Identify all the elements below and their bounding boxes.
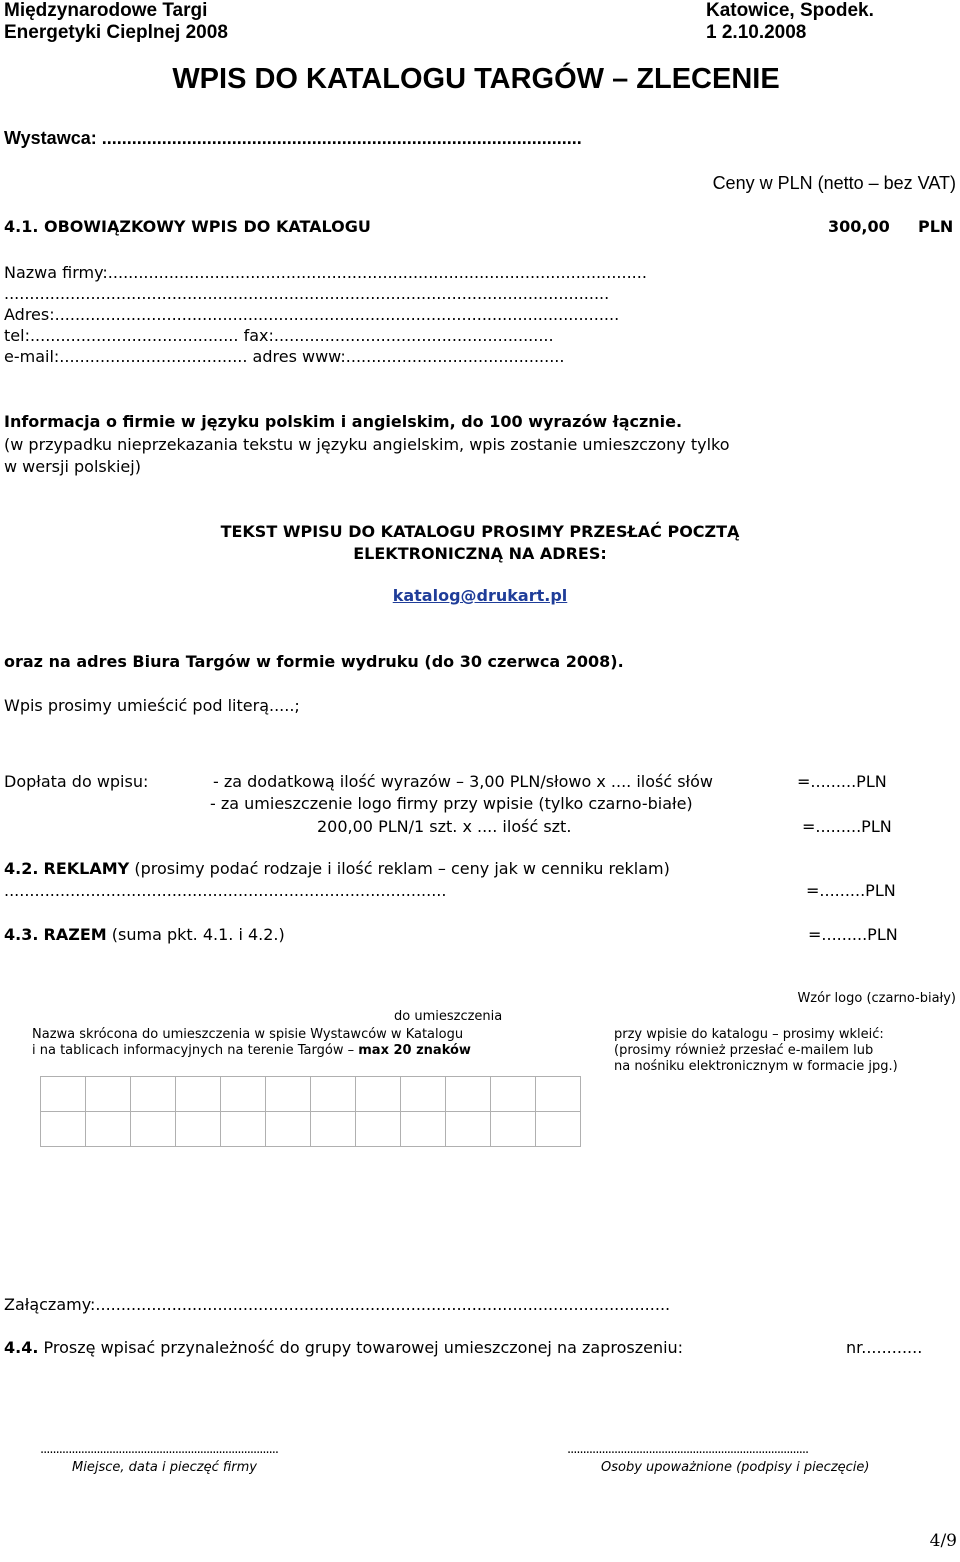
surcharge-logo: - za umieszczenie logo firmy przy wpisie (tylko czarno-białe) [210, 794, 693, 813]
page-number: 4/9 [929, 1531, 957, 1551]
info-heading: Informacja o firmie w języku polskim i angielskim, do 100 wyrazów łącznie. [4, 412, 683, 431]
char-cell[interactable] [221, 1077, 266, 1112]
section-4-2-result[interactable]: =.........PLN [806, 881, 896, 900]
char-cell[interactable] [446, 1112, 491, 1147]
char-cell[interactable] [311, 1077, 356, 1112]
section-4-3-title: RAZEM [43, 925, 107, 944]
char-cell[interactable] [221, 1112, 266, 1147]
group-number-field[interactable]: nr............ [846, 1338, 923, 1357]
section-4-2-dots[interactable]: ....................................................................................... [4, 881, 447, 900]
section-4-4-number: 4.4. [4, 1338, 39, 1357]
section-4-4 [4, 1338, 683, 1357]
surcharge-logo-result[interactable]: =.........PLN [802, 817, 892, 836]
header-date: 1 2.10.2008 [706, 22, 807, 43]
company-name-field-cont[interactable]: ....................................................................................................................... [4, 284, 610, 303]
header-fair-name-line2: Energetyki Cieplnej 2008 [4, 22, 228, 43]
phone-fax-field[interactable]: tel:......................................... fax:....................................................... [4, 326, 554, 345]
logo-pattern-title: Wzór logo (czarno-biały) [797, 991, 956, 1006]
section-4-2-note: (prosimy podać rodzaje i ilość reklam – ceny jak w cenniku reklam) [134, 859, 670, 878]
catalog-email-wrap [0, 586, 960, 605]
logo-pattern-instructions [614, 1027, 898, 1075]
page-title: WPIS DO KATALOGU TARGÓW – ZLECENIE [172, 63, 780, 95]
surcharge-extra-words-result[interactable]: =.........PLN [797, 772, 887, 791]
section-4-2-number: 4.2. [4, 859, 39, 878]
surcharge-extra-words: - za dodatkową ilość wyrazów – 3,00 PLN/słowo x .... ilość słów [213, 772, 713, 791]
letter-field[interactable]: Wpis prosimy umieścić pod literą.....; [4, 696, 300, 715]
section-4-3-result[interactable]: =.........PLN [808, 925, 898, 944]
logo-paste-area[interactable] [618, 1073, 958, 1288]
char-cell[interactable] [356, 1077, 401, 1112]
short-name-line2 [32, 1043, 471, 1059]
char-cell[interactable] [446, 1077, 491, 1112]
section-4-3 [4, 925, 285, 944]
signature-left-label: Miejsce, data i pieczęć firmy [72, 1460, 257, 1475]
prices-note: Ceny w PLN (netto – bez VAT) [712, 173, 956, 193]
section-4-2-title: REKLAMY [43, 859, 130, 878]
signature-right-label: Osoby upoważnione (podpisy i pieczęcie) [601, 1460, 870, 1475]
email-www-field[interactable]: e-mail:..................................... adres www:........................................... [4, 347, 565, 366]
section-4-3-number: 4.3. [4, 925, 39, 944]
header-fair-name-line1: Międzynarodowe Targi [4, 0, 208, 21]
short-name-instructions [32, 1027, 471, 1059]
section-4-2 [4, 859, 670, 878]
char-cell[interactable] [401, 1077, 446, 1112]
short-name-max-chars: max 20 znaków [358, 1043, 471, 1058]
send-instruction-line2: ELEKTRONICZNĄ NA ADRES: [353, 544, 607, 563]
surcharge-label: Dopłata do wpisu: [4, 772, 149, 791]
char-cell[interactable] [401, 1112, 446, 1147]
logo-pattern-line2: (prosimy również przesłać e-mailem lub [614, 1043, 874, 1058]
send-instruction-line1: TEKST WPISU DO KATALOGU PROSIMY PRZESŁAĆ POCZTĄ [220, 522, 740, 541]
char-cell[interactable] [311, 1112, 356, 1147]
char-cell[interactable] [176, 1077, 221, 1112]
attachments-field[interactable]: Załączamy:................................................................................................................. [4, 1295, 671, 1314]
address-field[interactable]: Adres:............................................................................................................... [4, 305, 620, 324]
logo-pattern-line1: przy wpisie do katalogu – prosimy wkleić: [614, 1027, 884, 1042]
exhibitor-field[interactable]: Wystawca: ................................................................................................ [4, 128, 582, 148]
char-cell[interactable] [491, 1112, 536, 1147]
header-fair-name [4, 0, 228, 44]
section-4-1-currency: PLN [918, 217, 954, 236]
char-cell[interactable] [86, 1077, 131, 1112]
signature-right-dots[interactable]: ............................................................................. [567, 1442, 809, 1457]
grid-row [41, 1077, 581, 1112]
info-note-line1: (w przypadku nieprzekazania tekstu w języku angielskim, wpis zostanie umieszczony tylko [4, 435, 730, 454]
char-cell[interactable] [86, 1112, 131, 1147]
grid-row [41, 1112, 581, 1147]
contact-fields [4, 262, 647, 367]
header-place: Katowice, Spodek. [706, 0, 874, 21]
section-4-3-note: (suma pkt. 4.1. i 4.2.) [111, 925, 285, 944]
catalog-email-link[interactable]: katalog@drukart.pl [392, 586, 568, 605]
char-cell[interactable] [266, 1077, 311, 1112]
surcharge-logo-price: 200,00 PLN/1 szt. x .... ilość szt. [317, 817, 572, 836]
short-name-line2-text: i na tablicach informacyjnych na terenie Targów – [32, 1043, 355, 1058]
short-name-line1: Nazwa skrócona do umieszczenia w spisie Wystawców w Katalogu [32, 1027, 464, 1042]
section-4-1-label: 4.1. OBOWIĄZKOWY WPIS DO KATALOGU [4, 217, 371, 236]
char-cell[interactable] [131, 1112, 176, 1147]
char-cell[interactable] [266, 1112, 311, 1147]
short-name-above: do umieszczenia [394, 1009, 503, 1024]
char-cell[interactable] [131, 1077, 176, 1112]
postal-note: oraz na adres Biura Targów w formie wydruku (do 30 czerwca 2008). [4, 652, 624, 671]
header-place-date [706, 0, 874, 44]
info-note-line2: w wersji polskiej) [4, 457, 141, 476]
char-cell[interactable] [491, 1077, 536, 1112]
char-cell[interactable] [536, 1077, 581, 1112]
char-cell[interactable] [176, 1112, 221, 1147]
char-cell[interactable] [536, 1112, 581, 1147]
char-cell[interactable] [41, 1112, 86, 1147]
logo-pattern-line3: na nośniku elektronicznym w formacie jpg.) [614, 1059, 898, 1074]
signature-left-dots[interactable]: ............................................................................ [40, 1442, 279, 1457]
short-name-character-grid [40, 1076, 581, 1147]
section-4-1-price: 300,00 [828, 217, 890, 236]
char-cell[interactable] [356, 1112, 401, 1147]
section-4-4-text: Proszę wpisać przynależność do grupy towarowej umieszczonej na zaproszeniu: [43, 1338, 684, 1357]
company-name-field[interactable]: Nazwa firmy:.......................................................................................................... [4, 263, 647, 282]
char-cell[interactable] [41, 1077, 86, 1112]
